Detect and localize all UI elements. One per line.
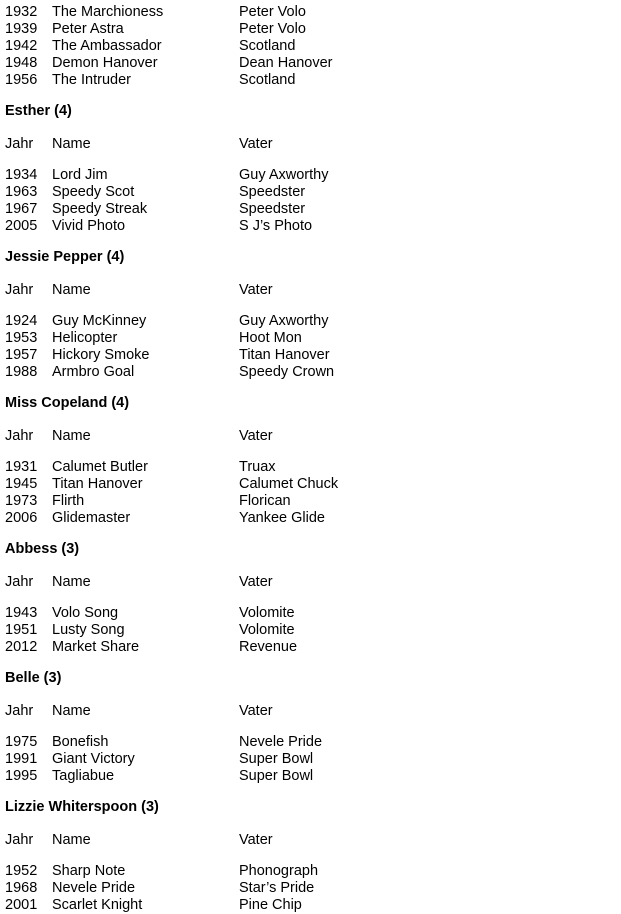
- column-header-name: Name: [52, 832, 91, 848]
- section-continued: [5, 4, 615, 89]
- sire-cell: Nevele Pride: [239, 734, 323, 750]
- year-cell: 1975: [5, 734, 38, 750]
- sire-cell: Super Bowl: [239, 751, 314, 767]
- name-cell: Speedy Scot: [52, 184, 135, 200]
- year-cell: 1932: [5, 4, 38, 20]
- table-row: [5, 605, 615, 622]
- column-header-name: Name: [52, 703, 91, 719]
- year-cell: 1988: [5, 364, 38, 380]
- sire-cell: Yankee Glide: [239, 510, 325, 526]
- year-cell: 1952: [5, 863, 38, 879]
- sire-cell: Super Bowl: [239, 768, 314, 784]
- name-cell: Guy McKinney: [52, 313, 147, 329]
- sire-cell: Speedster: [239, 184, 306, 200]
- table-row: [5, 751, 615, 768]
- year-cell: 1924: [5, 313, 38, 329]
- year-cell: 1931: [5, 459, 38, 475]
- table-row: [5, 72, 615, 89]
- table-row: [5, 768, 615, 785]
- table-row: [5, 510, 615, 527]
- name-cell: Volo Song: [52, 605, 119, 621]
- section-heading: Miss Copeland (4): [5, 395, 130, 411]
- column-header-row: [5, 282, 615, 299]
- sire-cell: Speedster: [239, 201, 306, 217]
- section-heading: Lizzie Whiterspoon (3): [5, 799, 159, 815]
- table-row: [5, 639, 615, 656]
- name-cell: Scarlet Knight: [52, 897, 143, 913]
- name-cell: Sharp Note: [52, 863, 126, 879]
- sire-cell: Guy Axworthy: [239, 313, 329, 329]
- year-cell: 1948: [5, 55, 38, 71]
- name-cell: Speedy Streak: [52, 201, 148, 217]
- year-cell: 1973: [5, 493, 38, 509]
- column-header-name: Name: [52, 428, 91, 444]
- year-cell: 1943: [5, 605, 38, 621]
- year-cell: 2012: [5, 639, 38, 655]
- column-header-row: [5, 703, 615, 720]
- sire-cell: Florican: [239, 493, 291, 509]
- table-row: [5, 55, 615, 72]
- section-esther: [5, 103, 615, 235]
- name-cell: Giant Victory: [52, 751, 135, 767]
- name-cell: Flirth: [52, 493, 85, 509]
- column-header-row: [5, 832, 615, 849]
- column-header-row: [5, 428, 615, 445]
- sire-cell: Scotland: [239, 38, 296, 54]
- section-miss-copeland: [5, 395, 615, 527]
- column-header-sire: Vater: [239, 136, 273, 152]
- column-header-name: Name: [52, 136, 91, 152]
- sire-cell: S J’s Photo: [239, 218, 313, 234]
- table-row: [5, 476, 615, 493]
- year-cell: 1957: [5, 347, 38, 363]
- sire-cell: Dean Hanover: [239, 55, 333, 71]
- sire-cell: Star’s Pride: [239, 880, 315, 896]
- name-cell: Lusty Song: [52, 622, 125, 638]
- section-abbess: [5, 541, 615, 656]
- name-cell: Peter Astra: [52, 21, 124, 37]
- name-cell: Glidemaster: [52, 510, 131, 526]
- year-cell: 1991: [5, 751, 38, 767]
- sire-cell: Pine Chip: [239, 897, 302, 913]
- name-cell: Market Share: [52, 639, 140, 655]
- column-header-sire: Vater: [239, 832, 273, 848]
- year-cell: 1968: [5, 880, 38, 896]
- year-cell: 2005: [5, 218, 38, 234]
- column-header-year: Jahr: [5, 136, 34, 152]
- table-row: [5, 347, 615, 364]
- year-cell: 2006: [5, 510, 38, 526]
- table-row: [5, 863, 615, 880]
- table-row: [5, 21, 615, 38]
- sire-cell: Phonograph: [239, 863, 319, 879]
- name-cell: Nevele Pride: [52, 880, 136, 896]
- table-row: [5, 364, 615, 381]
- name-cell: The Intruder: [52, 72, 131, 88]
- sire-cell: Calumet Chuck: [239, 476, 339, 492]
- name-cell: Calumet Butler: [52, 459, 148, 475]
- section-heading: Abbess (3): [5, 541, 80, 557]
- section-heading: Jessie Pepper (4): [5, 249, 125, 265]
- column-header-name: Name: [52, 282, 91, 298]
- name-cell: Titan Hanover: [52, 476, 143, 492]
- sire-cell: Peter Volo: [239, 21, 306, 37]
- year-cell: 1953: [5, 330, 38, 346]
- section-jessie-pepper: [5, 249, 615, 381]
- table-row: [5, 493, 615, 510]
- year-cell: 1939: [5, 21, 38, 37]
- sire-cell: Revenue: [239, 639, 298, 655]
- column-header-sire: Vater: [239, 282, 273, 298]
- section-heading: Esther (4): [5, 103, 72, 119]
- column-header-sire: Vater: [239, 703, 273, 719]
- column-header-year: Jahr: [5, 574, 34, 590]
- name-cell: Tagliabue: [52, 768, 115, 784]
- column-header-year: Jahr: [5, 832, 34, 848]
- name-cell: The Marchioness: [52, 4, 164, 20]
- table-row: [5, 38, 615, 55]
- name-cell: Lord Jim: [52, 167, 108, 183]
- year-cell: 1934: [5, 167, 38, 183]
- sire-cell: Guy Axworthy: [239, 167, 329, 183]
- section-heading: Belle (3): [5, 670, 62, 686]
- sire-cell: Volomite: [239, 622, 295, 638]
- name-cell: Hickory Smoke: [52, 347, 150, 363]
- year-cell: 1995: [5, 768, 38, 784]
- document-page: [5, 4, 615, 914]
- year-cell: 1963: [5, 184, 38, 200]
- year-cell: 2001: [5, 897, 38, 913]
- section-lizzie-whiterspoon: [5, 799, 615, 914]
- column-header-name: Name: [52, 574, 91, 590]
- table-row: [5, 167, 615, 184]
- name-cell: Armbro Goal: [52, 364, 135, 380]
- sire-cell: Peter Volo: [239, 4, 306, 20]
- section-belle: [5, 670, 615, 785]
- table-row: [5, 313, 615, 330]
- year-cell: 1942: [5, 38, 38, 54]
- sire-cell: Hoot Mon: [239, 330, 302, 346]
- column-header-row: [5, 574, 615, 591]
- table-row: [5, 4, 615, 21]
- table-row: [5, 184, 615, 201]
- column-header-year: Jahr: [5, 282, 34, 298]
- name-cell: The Ambassador: [52, 38, 162, 54]
- table-row: [5, 880, 615, 897]
- column-header-year: Jahr: [5, 428, 34, 444]
- table-row: [5, 218, 615, 235]
- column-header-sire: Vater: [239, 428, 273, 444]
- table-row: [5, 734, 615, 751]
- name-cell: Helicopter: [52, 330, 118, 346]
- column-header-row: [5, 136, 615, 153]
- name-cell: Vivid Photo: [52, 218, 126, 234]
- year-cell: 1951: [5, 622, 38, 638]
- sire-cell: Scotland: [239, 72, 296, 88]
- table-row: [5, 201, 615, 218]
- sire-cell: Speedy Crown: [239, 364, 335, 380]
- column-header-year: Jahr: [5, 703, 34, 719]
- sire-cell: Truax: [239, 459, 276, 475]
- sire-cell: Volomite: [239, 605, 295, 621]
- name-cell: Demon Hanover: [52, 55, 158, 71]
- year-cell: 1956: [5, 72, 38, 88]
- table-row: [5, 897, 615, 914]
- table-row: [5, 622, 615, 639]
- year-cell: 1967: [5, 201, 38, 217]
- sire-cell: Titan Hanover: [239, 347, 330, 363]
- table-row: [5, 459, 615, 476]
- column-header-sire: Vater: [239, 574, 273, 590]
- name-cell: Bonefish: [52, 734, 109, 750]
- year-cell: 1945: [5, 476, 38, 492]
- table-row: [5, 330, 615, 347]
